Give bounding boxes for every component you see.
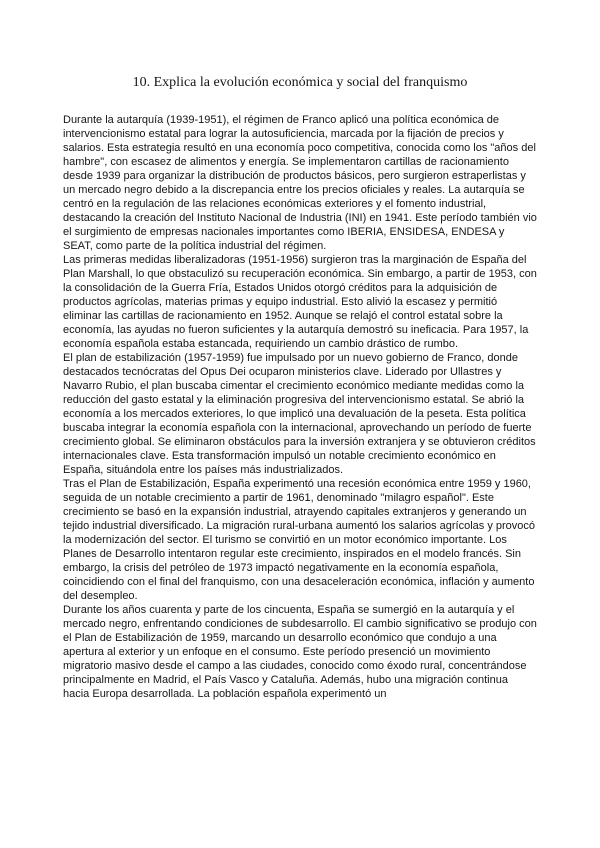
paragraph-autarquia: Durante la autarquía (1939-1951), el régimen de Franco aplicó una política económica de intervencionismo estatal para lograr la autosuficiencia, marcada por la fijación de precios y salarios. Esta estrategia resultó en una economía poco competitiva, conocida como los "años del hambre", con escasez de alimentos y energía. Se implementaron cartillas de racionamiento desde 1939 para organizar la distribución de productos básicos, pero surgieron estraperlistas y un mercado negro debido a la discrepancia entre los precios oficiales y reales. La autarquía se centró en la regulación de las relaciones económicas exteriores y el fomento industrial, destacando la creación del Instituto Nacional de Industria (INI) en 1941. Este período también vio el surgimiento de empresas nacionales importantes como IBERIA, ENSIDESA, ENDESA y SEAT, como parte de la política industrial del régimen. [63, 114, 537, 252]
paragraph-milagro-espanol: Tras el Plan de Estabilización, España experimentó una recesión económica entre 1959 y 1960, seguida de un notable crecimiento a partir de 1961, denominado "milagro español". Este crecimiento se basó en la expansión industrial, atrayendo capitales extranjeros y generando un tejido industrial diversificado. La migración rural-urbana aumentó los salarios agrícolas y provocó la modernización del sector. El turismo se convirtió en un motor económico importante. Los Planes de Desarrollo intentaron regular este crecimiento, inspirados en el modelo francés. Sin embargo, la crisis del petróleo de 1973 impactó negativamente en la economía española, coincidiendo con el final del franquismo, con una desaceleración económica, inflación y aumento del desempleo. [63, 478, 536, 602]
paragraph-plan-estabilizacion: El plan de estabilización (1957-1959) fue impulsado por un nuevo gobierno de Franco, donde destacados tecnócratas del Opus Dei ocuparon ministerios clave. Liderado por Ullastres y Navarro Rubio, el plan buscaba cimentar el crecimiento económico mediante medidas como la reducción del gasto estatal y la eliminación progresiva del intervencionismo estatal. Se abrió la economía a los mercados exteriores, lo que implicó una devaluación de la peseta. Esta política buscaba integrar la economía española con la internacional, aprovechando un período de fuerte crecimiento global. Se eliminaron obstáculos para la inversión extranjera y se obtuvieron créditos internacionales clave. Esta transformación impulsó un notable crecimiento económico en España, situándola entre los países más industrializados. [63, 352, 536, 476]
paragraph-cambio-social: Durante los años cuarenta y parte de los cincuenta, España se sumergió en la autarquía y el mercado negro, enfrentando condiciones de subdesarrollo. El cambio significativo se produjo con el Plan de Estabilización de 1959, marcando un desarrollo económico que condujo a una apertura al exterior y un enfoque en el consumo. Este período presenció un movimiento migratorio masivo desde el campo a las ciudades, conocido como éxodo rural, concentrándose principalmente en Madrid, el País Vasco y Cataluña. Además, hubo una migración continua hacia Europa desarrollada. La población española experimentó un [63, 604, 537, 700]
paragraph-medidas-liberalizadoras: Las primeras medidas liberalizadoras (1951-1956) surgieron tras la marginación de España del Plan Marshall, lo que obstaculizó su recuperación económica. Sin embargo, a partir de 1953, con la consolidación de la Guerra Fría, Estados Unidos otorgó créditos para la adquisición de productos agrícolas, materias primas y equipo industrial. Esto alivió la escasez y permitió eliminar las cartillas de racionamiento en 1952. Aunque se relajó el control estatal sobre la economía, las ayudas no fueron suficientes y la autarquía demostró su ineficacia. Para 1957, la economía española estaba estancada, requiriendo un cambio drástico de rumbo. [63, 254, 537, 350]
document-title: 10. Explica la evolución económica y social del franquismo [132, 75, 468, 90]
document-body [63, 113, 537, 701]
